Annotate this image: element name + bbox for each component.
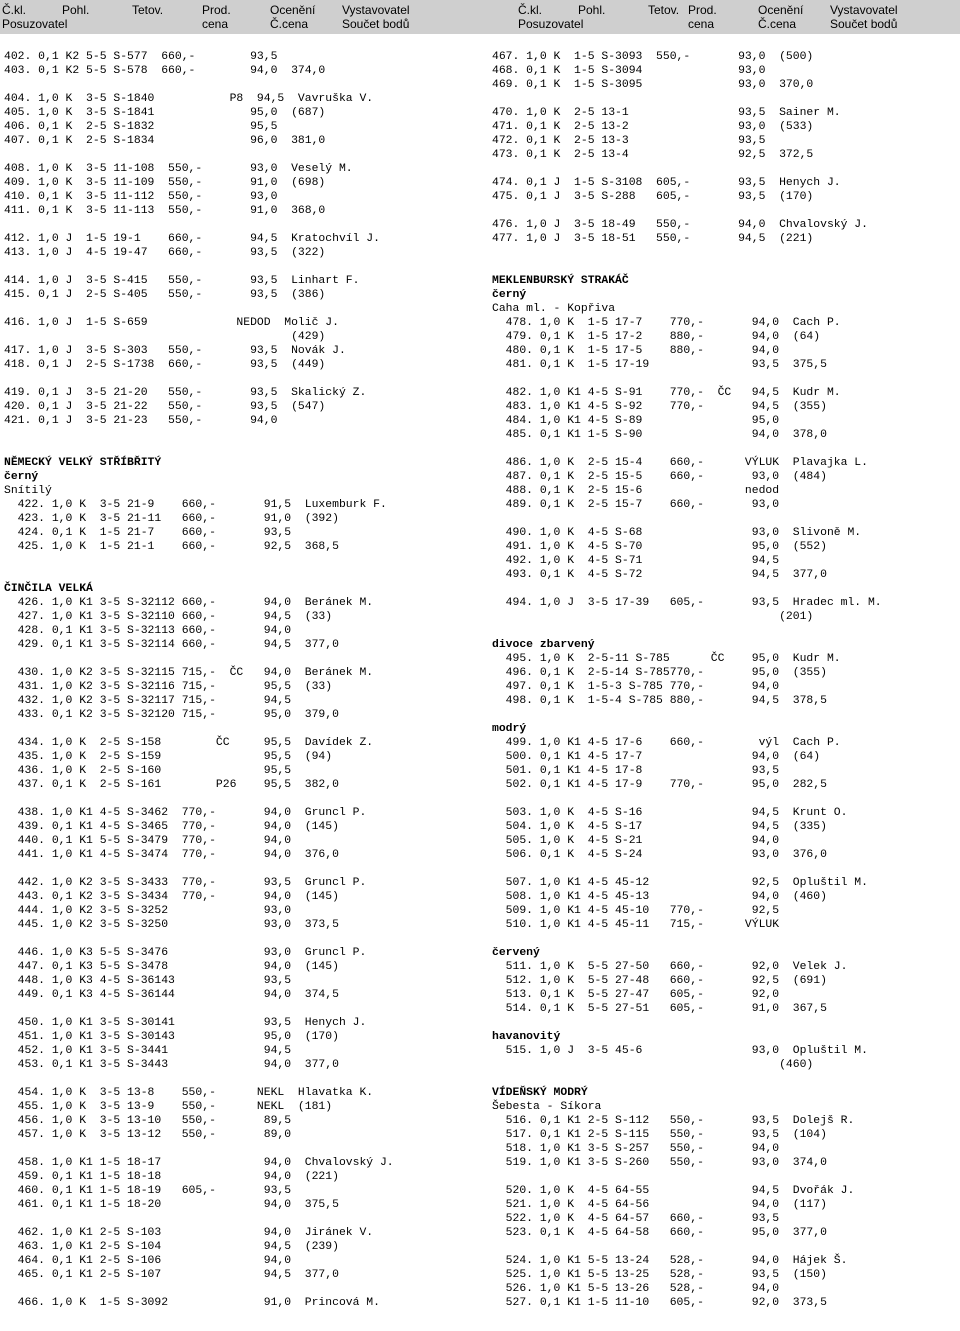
result-row: 487. 0,1 K 2-5 15-5 660,- 93,0 (484) xyxy=(492,471,827,483)
result-row: 481. 0,1 K 1-5 17-19 93,5 375,5 xyxy=(492,359,827,371)
spacer xyxy=(492,932,960,946)
spacer xyxy=(4,722,474,736)
result-row: 436. 1,0 K 2-5 S-160 95,5 xyxy=(4,765,292,777)
result-row: 506. 0,1 K 4-5 S-24 93,0 376,0 xyxy=(492,849,827,861)
column-header-left xyxy=(0,0,480,34)
result-row: 527. 0,1 K1 1-5 11-10 605,- 92,0 373,5 xyxy=(492,1297,827,1309)
result-row: 403. 0,1 K2 5-5 S-578 660,- 94,0 374,0 xyxy=(4,65,326,77)
result-row: 427. 1,0 K1 3-5 S-32110 660,- 94,5 (33) xyxy=(4,611,333,623)
spacer xyxy=(4,218,474,232)
result-row: 476. 1,0 J 3-5 18-49 550,- 94,0 Chvalovský J. xyxy=(492,219,868,231)
result-row: 504. 1,0 K 4-5 S-17 94,5 (335) xyxy=(492,821,827,833)
result-row: 490. 1,0 K 4-5 S-68 93,0 Slivoně M. xyxy=(492,527,862,539)
result-row: 422. 1,0 K 3-5 21-9 660,- 91,5 Luxemburk F. xyxy=(4,499,387,511)
result-row: 491. 1,0 K 4-5 S-70 95,0 (552) xyxy=(492,541,827,553)
result-row: 518. 1,0 K1 3-5 S-257 550,- 94,0 xyxy=(492,1143,780,1155)
result-row: 482. 1,0 K1 4-5 S-91 770,- ČC 94,5 Kudr M. xyxy=(492,387,841,399)
result-row: 503. 1,0 K 4-5 S-16 94,5 Krunt O. xyxy=(492,807,848,819)
result-row: 501. 0,1 K1 4-5 17-8 93,5 xyxy=(492,765,780,777)
spacer xyxy=(4,1072,474,1086)
header-label: Ocenění xyxy=(758,3,804,17)
result-row: 492. 1,0 K 4-5 S-71 94,5 xyxy=(492,555,780,567)
results-column-left xyxy=(4,50,474,1310)
result-row: 426. 1,0 K1 3-5 S-32112 660,- 94,0 Beránek M. xyxy=(4,597,374,609)
result-row: 402. 0,1 K2 5-5 S-577 660,- 93,5 xyxy=(4,51,278,63)
result-row: 437. 0,1 K 2-5 S-161 P26 95,5 382,0 xyxy=(4,779,339,791)
result-row: 522. 1,0 K 4-5 64-57 660,- 93,5 xyxy=(492,1213,780,1225)
spacer xyxy=(4,302,474,316)
result-row: 519. 1,0 K1 3-5 S-260 550,- 93,0 374,0 xyxy=(492,1157,827,1169)
spacer xyxy=(4,148,474,162)
result-row: 417. 1,0 J 3-5 S-303 550,- 93,5 Novák J. xyxy=(4,345,346,357)
result-row: 434. 1,0 K 2-5 S-158 ČC 95,5 Davídek Z. xyxy=(4,737,374,749)
result-row: 463. 1,0 K1 2-5 S-104 94,5 (239) xyxy=(4,1241,339,1253)
result-row: (201) xyxy=(492,611,814,623)
section-heading: černý xyxy=(492,289,527,301)
result-row: 442. 1,0 K2 3-5 S-3433 770,- 93,5 Gruncl P. xyxy=(4,877,367,889)
result-row: 523. 0,1 K 4-5 64-58 660,- 95,0 377,0 xyxy=(492,1227,827,1239)
result-row: 474. 0,1 J 1-5 S-3108 605,- 93,5 Henych J. xyxy=(492,177,841,189)
header-label: Posuzovatel xyxy=(2,17,68,31)
result-row: 433. 0,1 K2 3-5 S-32120 715,- 95,0 379,0 xyxy=(4,709,339,721)
result-row: 510. 1,0 K1 4-5 45-11 715,- VÝLUK xyxy=(492,919,780,931)
spacer xyxy=(4,372,474,386)
result-row: 526. 1,0 K1 5-5 13-26 528,- 94,0 xyxy=(492,1283,780,1295)
result-row: 514. 0,1 K 5-5 27-51 605,- 91,0 367,5 xyxy=(492,1003,827,1015)
result-row: 443. 0,1 K2 3-5 S-3434 770,- 94,0 (145) xyxy=(4,891,339,903)
result-row: 524. 1,0 K1 5-5 13-24 528,- 94,0 Hájek Š. xyxy=(492,1255,848,1267)
result-row: (429) xyxy=(4,331,326,343)
result-row: 423. 1,0 K 3-5 21-11 660,- 91,0 (392) xyxy=(4,513,339,525)
result-row: 447. 0,1 K3 5-5 S-3478 94,0 (145) xyxy=(4,961,339,973)
result-row: 404. 1,0 K 3-5 S-1840 P8 94,5 Vavruška V. xyxy=(4,93,374,105)
result-row: 460. 0,1 K1 1-5 18-19 605,- 93,5 xyxy=(4,1185,292,1197)
result-row: 441. 1,0 K1 4-5 S-3474 770,- 94,0 376,0 xyxy=(4,849,339,861)
result-row: 480. 0,1 K 1-5 17-5 880,- 94,0 xyxy=(492,345,780,357)
result-row: 431. 1,0 K2 3-5 S-32116 715,- 95,5 (33) xyxy=(4,681,333,693)
result-row: 439. 0,1 K1 4-5 S-3465 770,- 94,0 (145) xyxy=(4,821,339,833)
spacer xyxy=(4,1142,474,1156)
header-label: Prod. xyxy=(202,3,231,17)
result-row: 516. 0,1 K1 2-5 S-112 550,- 93,5 Dolejš R. xyxy=(492,1115,855,1127)
result-row: 414. 1,0 J 3-5 S-415 550,- 93,5 Linhart F. xyxy=(4,275,360,287)
spacer xyxy=(4,932,474,946)
result-row: 478. 1,0 K 1-5 17-7 770,- 94,0 Cach P. xyxy=(492,317,841,329)
section-heading: NĚMECKÝ VELKÝ STŘÍBŘITÝ xyxy=(4,457,162,469)
result-row: 409. 1,0 K 3-5 11-109 550,- 91,0 (698) xyxy=(4,177,326,189)
result-row: 432. 1,0 K2 3-5 S-32117 715,- 94,5 xyxy=(4,695,292,707)
spacer xyxy=(4,554,474,568)
header-label: Součet bodů xyxy=(342,17,410,31)
result-row: 451. 1,0 K1 3-5 S-30143 95,0 (170) xyxy=(4,1031,339,1043)
result-row: 421. 0,1 J 3-5 21-23 550,- 94,0 xyxy=(4,415,278,427)
result-row: 467. 1,0 K 1-5 S-3093 550,- 93,0 (500) xyxy=(492,51,814,63)
result-row: 408. 1,0 K 3-5 11-108 550,- 93,0 Veselý M. xyxy=(4,163,353,175)
header-label: cena xyxy=(202,17,229,31)
spacer xyxy=(492,162,960,176)
spacer xyxy=(4,1212,474,1226)
result-row: 462. 1,0 K1 2-5 S-103 94,0 Jiránek V. xyxy=(4,1227,374,1239)
result-row: 445. 1,0 K2 3-5 S-3250 93,0 373,5 xyxy=(4,919,339,931)
header-label: Vystavovatel xyxy=(830,3,898,17)
header-label: Vystavovatel xyxy=(342,3,410,17)
result-row: 521. 1,0 K 4-5 64-56 94,0 (117) xyxy=(492,1199,827,1211)
result-row: 486. 1,0 K 2-5 15-4 660,- VÝLUK Plavajka L. xyxy=(492,457,868,469)
result-row: 461. 0,1 K1 1-5 18-20 94,0 375,5 xyxy=(4,1199,339,1211)
result-row: 485. 0,1 K1 1-5 S-90 94,0 378,0 xyxy=(492,429,827,441)
spacer xyxy=(492,862,960,876)
result-row: 424. 0,1 K 1-5 21-7 660,- 93,5 xyxy=(4,527,292,539)
spacer xyxy=(492,792,960,806)
result-row: Caha ml. - Kopřiva xyxy=(492,303,616,315)
spacer xyxy=(492,260,960,274)
result-row: 497. 0,1 K 1-5-3 S-785 770,- 94,0 xyxy=(492,681,780,693)
result-row: 410. 0,1 K 3-5 11-112 550,- 93,0 xyxy=(4,191,278,203)
result-row: 412. 1,0 J 1-5 19-1 660,- 94,5 Kratochvíl J. xyxy=(4,233,380,245)
result-row: 505. 1,0 K 4-5 S-21 94,0 xyxy=(492,835,780,847)
result-row: Snítilý xyxy=(4,485,52,497)
header-label: Č.cena xyxy=(270,17,309,31)
result-row: 500. 0,1 K1 4-5 17-7 94,0 (64) xyxy=(492,751,821,763)
spacer xyxy=(492,624,960,638)
result-row: 448. 1,0 K3 4-5 S-36143 93,5 xyxy=(4,975,292,987)
spacer xyxy=(492,512,960,526)
spacer xyxy=(4,442,474,456)
result-row: 517. 0,1 K1 2-5 S-115 550,- 93,5 (104) xyxy=(492,1129,827,1141)
result-row: 420. 0,1 J 3-5 21-22 550,- 93,5 (547) xyxy=(4,401,326,413)
spacer xyxy=(4,260,474,274)
result-row: 405. 1,0 K 3-5 S-1841 95,0 (687) xyxy=(4,107,326,119)
result-row: 454. 1,0 K 3-5 13-8 550,- NEKL Hlavatka K. xyxy=(4,1087,374,1099)
result-row: 489. 0,1 K 2-5 15-7 660,- 93,0 xyxy=(492,499,780,511)
header-label: Č.cena xyxy=(758,17,797,31)
result-row: 456. 1,0 K 3-5 13-10 550,- 89,5 xyxy=(4,1115,292,1127)
result-row: 508. 1,0 K1 4-5 45-13 94,0 (460) xyxy=(492,891,827,903)
result-row: 520. 1,0 K 4-5 64-55 94,5 Dvořák J. xyxy=(492,1185,855,1197)
result-row: 418. 0,1 J 2-5 S-1738 660,- 93,5 (449) xyxy=(4,359,326,371)
header-label: Tetov. xyxy=(132,3,164,17)
result-row: 479. 0,1 K 1-5 17-2 880,- 94,0 (64) xyxy=(492,331,821,343)
section-heading: VÍDEŇSKÝ MODRÝ xyxy=(492,1087,588,1099)
result-row: 483. 1,0 K1 4-5 S-92 770,- 94,5 (355) xyxy=(492,401,827,413)
result-row: 453. 0,1 K1 3-5 S-3443 94,0 377,0 xyxy=(4,1059,339,1071)
section-heading: ČINČILA VELKÁ xyxy=(4,583,93,595)
result-row: 475. 0,1 J 3-5 S-288 605,- 93,5 (170) xyxy=(492,191,814,203)
result-row: 484. 1,0 K1 4-5 S-89 95,0 xyxy=(492,415,780,427)
result-row: 495. 1,0 K 2-5-11 S-785 ČC 95,0 Kudr M. xyxy=(492,653,841,665)
result-row: 429. 0,1 K1 3-5 S-32114 660,- 94,5 377,0 xyxy=(4,639,339,651)
result-row: 407. 0,1 K 2-5 S-1834 96,0 381,0 xyxy=(4,135,326,147)
header-label: Prod. xyxy=(688,3,717,17)
section-heading: divoce zbarvený xyxy=(492,639,595,651)
result-row: 493. 0,1 K 4-5 S-72 94,5 377,0 xyxy=(492,569,827,581)
result-row: 465. 0,1 K1 2-5 S-107 94,5 377,0 xyxy=(4,1269,339,1281)
spacer xyxy=(492,372,960,386)
result-row: 477. 1,0 J 3-5 18-51 550,- 94,5 (221) xyxy=(492,233,814,245)
spacer xyxy=(492,204,960,218)
result-row: 416. 1,0 J 1-5 S-659 NEDOD Molič J. xyxy=(4,317,339,329)
result-row: 468. 0,1 K 1-5 S-3094 93,0 xyxy=(492,65,766,77)
result-row: 464. 0,1 K1 2-5 S-106 94,0 xyxy=(4,1255,292,1267)
spacer xyxy=(492,442,960,456)
spacer xyxy=(4,862,474,876)
spacer xyxy=(4,652,474,666)
spacer xyxy=(492,1016,960,1030)
result-row: 499. 1,0 K1 4-5 17-6 660,- výl Cach P. xyxy=(492,737,841,749)
result-row: 515. 1,0 J 3-5 45-6 93,0 Opluštil M. xyxy=(492,1045,868,1057)
spacer xyxy=(4,428,474,442)
result-row: 411. 0,1 K 3-5 11-113 550,- 91,0 368,0 xyxy=(4,205,326,217)
header-label: cena xyxy=(688,17,715,31)
result-row: 457. 1,0 K 3-5 13-12 550,- 89,0 xyxy=(4,1129,292,1141)
header-label: Součet bodů xyxy=(830,17,898,31)
result-row: Šebesta - Síkora xyxy=(492,1101,602,1113)
spacer xyxy=(492,1240,960,1254)
result-row: 444. 1,0 K2 3-5 S-3252 93,0 xyxy=(4,905,292,917)
result-row: 511. 1,0 K 5-5 27-50 660,- 92,0 Velek J. xyxy=(492,961,848,973)
result-row: 466. 1,0 K 1-5 S-3092 91,0 Princová M. xyxy=(4,1297,380,1309)
result-row: 509. 1,0 K1 4-5 45-10 770,- 92,5 xyxy=(492,905,780,917)
spacer xyxy=(492,92,960,106)
result-row: 406. 0,1 K 2-5 S-1832 95,5 xyxy=(4,121,278,133)
result-row: 498. 0,1 K 1-5-4 S-785 880,- 94,5 378,5 xyxy=(492,695,827,707)
section-heading: modrý xyxy=(492,723,527,735)
section-heading: černý xyxy=(4,471,39,483)
header-label: Tetov. xyxy=(648,3,680,17)
result-row: 415. 0,1 J 2-5 S-405 550,- 93,5 (386) xyxy=(4,289,326,301)
results-column-right xyxy=(492,50,960,1310)
result-row: 459. 0,1 K1 1-5 18-18 94,0 (221) xyxy=(4,1171,339,1183)
spacer xyxy=(4,568,474,582)
result-row: 488. 0,1 K 2-5 15-6 nedod xyxy=(492,485,780,497)
section-heading: havanovitý xyxy=(492,1031,561,1043)
result-row: 507. 1,0 K1 4-5 45-12 92,5 Opluštil M. xyxy=(492,877,868,889)
spacer xyxy=(492,708,960,722)
result-row: 471. 0,1 K 2-5 13-2 93,0 (533) xyxy=(492,121,814,133)
spacer xyxy=(4,1282,474,1296)
result-row: 512. 1,0 K 5-5 27-48 660,- 92,5 (691) xyxy=(492,975,827,987)
section-heading: červený xyxy=(492,947,540,959)
result-row: 513. 0,1 K 5-5 27-47 605,- 92,0 xyxy=(492,989,780,1001)
result-row: 455. 1,0 K 3-5 13-9 550,- NEKL (181) xyxy=(4,1101,333,1113)
header-label: Posuzovatel xyxy=(518,17,584,31)
result-row: (460) xyxy=(492,1059,814,1071)
result-row: 496. 0,1 K 2-5-14 S-785770,- 95,0 (355) xyxy=(492,667,827,679)
result-row: 502. 0,1 K1 4-5 17-9 770,- 95,0 282,5 xyxy=(492,779,827,791)
result-row: 472. 0,1 K 2-5 13-3 93,5 xyxy=(492,135,766,147)
result-row: 446. 1,0 K3 5-5 S-3476 93,0 Gruncl P. xyxy=(4,947,367,959)
spacer xyxy=(4,1002,474,1016)
spacer xyxy=(492,582,960,596)
header-label: Č.kl. xyxy=(518,3,542,17)
spacer xyxy=(492,246,960,260)
spacer xyxy=(4,78,474,92)
header-label: Ocenění xyxy=(270,3,316,17)
section-heading: MEKLENBURSKÝ STRAKÁČ xyxy=(492,275,629,287)
result-row: 425. 1,0 K 1-5 21-1 660,- 92,5 368,5 xyxy=(4,541,339,553)
result-row: 413. 1,0 J 4-5 19-47 660,- 93,5 (322) xyxy=(4,247,326,259)
spacer xyxy=(492,1170,960,1184)
result-row: 458. 1,0 K1 1-5 18-17 94,0 Chvalovský J. xyxy=(4,1157,394,1169)
result-row: 438. 1,0 K1 4-5 S-3462 770,- 94,0 Gruncl P. xyxy=(4,807,367,819)
header-label: Č.kl. xyxy=(2,3,26,17)
result-row: 450. 1,0 K1 3-5 S-30141 93,5 Henych J. xyxy=(4,1017,367,1029)
result-row: 428. 0,1 K1 3-5 S-32113 660,- 94,0 xyxy=(4,625,292,637)
column-header-right xyxy=(480,0,960,34)
result-row: 494. 1,0 J 3-5 17-39 605,- 93,5 Hradec ml. M. xyxy=(492,597,882,609)
result-row: 435. 1,0 K 2-5 S-159 95,5 (94) xyxy=(4,751,333,763)
spacer xyxy=(4,792,474,806)
result-row: 430. 1,0 K2 3-5 S-32115 715,- ČC 94,0 Beránek M. xyxy=(4,667,374,679)
result-row: 525. 1,0 K1 5-5 13-25 528,- 93,5 (150) xyxy=(492,1269,827,1281)
result-row: 440. 0,1 K1 5-5 S-3479 770,- 94,0 xyxy=(4,835,292,847)
header-label: Pohl. xyxy=(62,3,90,17)
result-row: 473. 0,1 K 2-5 13-4 92,5 372,5 xyxy=(492,149,814,161)
result-row: 452. 1,0 K1 3-5 S-3441 94,5 xyxy=(4,1045,292,1057)
result-row: 470. 1,0 K 2-5 13-1 93,5 Sainer M. xyxy=(492,107,841,119)
result-row: 469. 0,1 K 1-5 S-3095 93,0 370,0 xyxy=(492,79,814,91)
result-row: 419. 0,1 J 3-5 21-20 550,- 93,5 Skalický Z. xyxy=(4,387,367,399)
header-label: Pohl. xyxy=(578,3,606,17)
spacer xyxy=(492,1072,960,1086)
result-row: 449. 0,1 K3 4-5 S-36144 94,0 374,5 xyxy=(4,989,339,1001)
